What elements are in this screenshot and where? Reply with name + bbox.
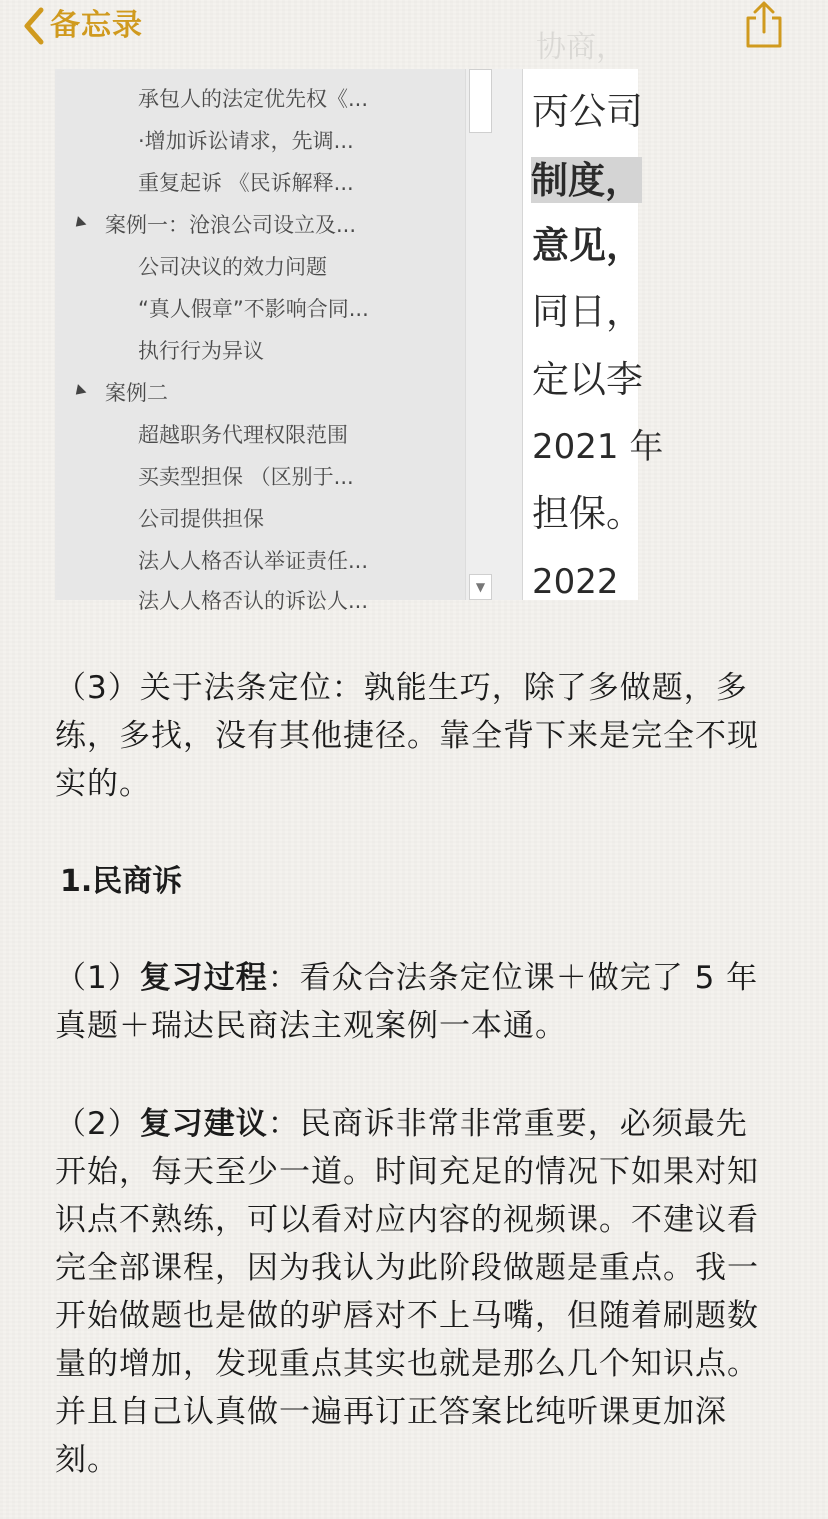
scrollbar-thumb [469, 69, 492, 133]
document-line: 2021 年 [532, 427, 664, 467]
bold-label: 复习过程 [139, 960, 268, 996]
outline-item: ·增加诉讼请求，先调... [138, 129, 354, 153]
outline-item: 案例二 [105, 381, 168, 405]
share-button[interactable] [742, 0, 786, 50]
outline-item: “真人假章”不影响合同... [138, 297, 369, 321]
outline-item: 公司提供担保 [138, 507, 264, 531]
document-outline-pane [55, 69, 465, 613]
section-heading: 1.民商诉 [60, 864, 183, 899]
outline-item: 重复起诉 《民诉解释... [138, 171, 354, 195]
document-content-pane [523, 69, 664, 602]
back-button[interactable] [22, 4, 143, 48]
expanded-triangle-icon [72, 384, 87, 399]
document-line: 丙公司 [532, 90, 643, 133]
outline-item: 超越职务代理权限范围 [138, 423, 348, 447]
paragraph-prefix: （2） [55, 1106, 140, 1142]
outline-item: 法人人格否认的诉讼人... [138, 589, 369, 613]
outline-item: 执行行为异议 [138, 339, 264, 363]
outline-item: 公司决议的效力问题 [138, 255, 327, 279]
paragraph-text: ：看众合法条定位课＋做完了 5 年真题＋瑞达民商法主观案例一本通。 [55, 960, 759, 1044]
faded-scrolled-text-right: 协商， [536, 30, 626, 65]
document-line: 意见， [532, 223, 643, 267]
bold-label: 复习建议 [139, 1106, 268, 1142]
outline-item: 承包人的法定优先权《... [138, 87, 369, 111]
note-paragraph [55, 1100, 775, 1484]
document-line: 同日， [532, 290, 643, 333]
paragraph-prefix: （1） [55, 960, 140, 996]
note-paragraph [55, 954, 775, 1050]
outline-item: 法人人格否认举证责任... [138, 549, 369, 573]
back-button-label: 备忘录 [50, 8, 143, 43]
note-paragraph: （3）关于法条定位：孰能生巧，除了多做题，多练，多找，没有其他捷径。靠全背下来是完全不现实的。 [55, 670, 759, 802]
document-line-highlighted: 制度， [531, 158, 642, 202]
outline-item: 买卖型担保 （区别于... [138, 465, 354, 489]
scroll-down-arrow-icon: ▼ [469, 574, 492, 600]
share-icon [742, 0, 786, 50]
expanded-triangle-icon [72, 216, 87, 231]
embedded-screenshot [55, 69, 664, 613]
document-line: 担保。 [532, 492, 643, 535]
document-line: 定以李 [532, 358, 643, 401]
outline-item: 案例一：沧浪公司设立及... [105, 213, 357, 237]
paragraph-text: ：民商诉非常非常重要，必须最先开始，每天至少一道。时间充足的情况下如果对知识点不熟练，可以看对应内容的视频课。不建议看完全部课程，因为我认为此阶段做题是重点。我一开始做题也是做的驴唇对不上马嘴，但随着刷题数量的增加，发现重点其实也就是那么几个知识点。并且自己认真做一遍再订正答案比纯听课更加深刻。 [55, 1106, 759, 1478]
navigation-bar [0, 0, 828, 52]
pane-divider [494, 69, 523, 600]
chevron-left-icon [22, 6, 46, 46]
outline-scrollbar [465, 69, 494, 600]
document-line: 2022 [532, 562, 619, 602]
